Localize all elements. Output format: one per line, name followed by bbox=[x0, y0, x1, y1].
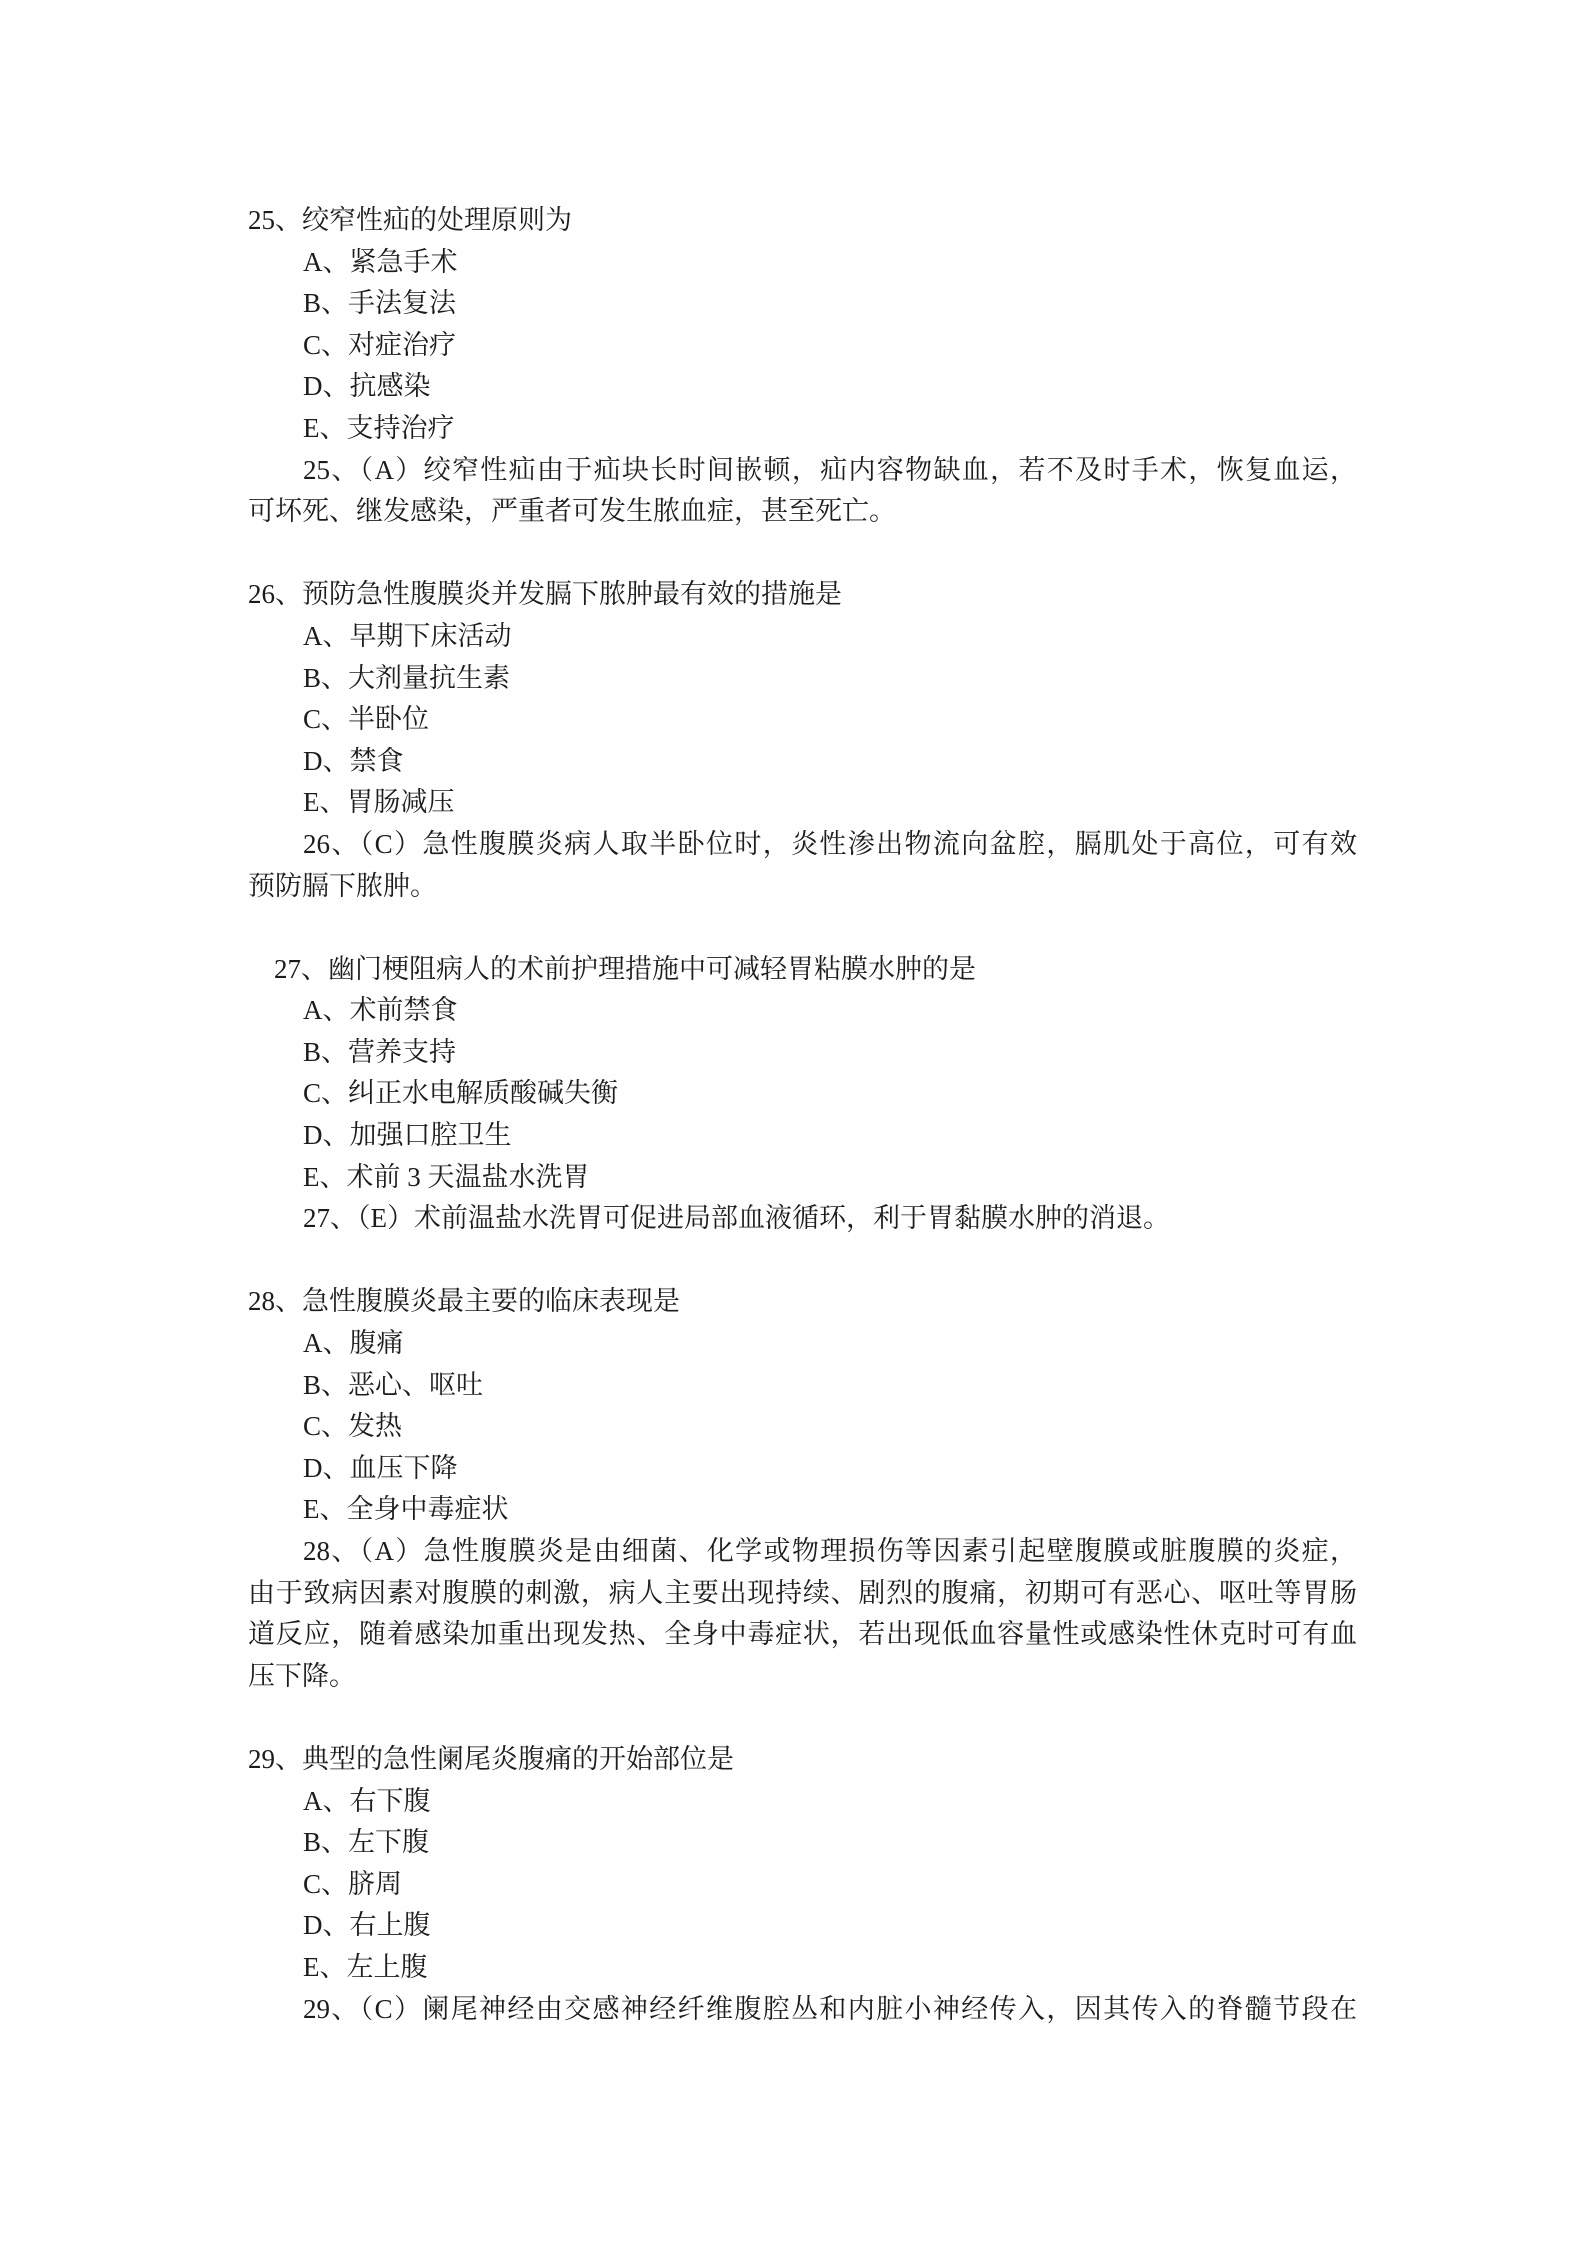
explanation-line: 由于致病因素对腹膜的刺激，病人主要出现持续、剧烈的腹痛，初期可有恶心、呕吐等胃肠 bbox=[248, 1577, 1357, 1608]
option-d: D、血压下降 bbox=[303, 1452, 458, 1483]
explanation-line: 28、（A）急性腹膜炎是由细菌、化学或物理损伤等因素引起壁腹膜或脏腹膜的炎症， bbox=[303, 1536, 1357, 1566]
option-b: B、手法复法 bbox=[303, 288, 457, 319]
option-b: B、恶心、呕吐 bbox=[303, 1369, 484, 1400]
explanation-line: 27、（E）术前温盐水洗胃可促进局部血液循环，利于胃黏膜水肿的消退。 bbox=[303, 1203, 1170, 1234]
option-c: C、发热 bbox=[303, 1411, 403, 1442]
option-b: B、左下腹 bbox=[303, 1827, 430, 1858]
explanation-line: 预防膈下脓肿。 bbox=[248, 870, 437, 901]
explanation-line: 26、（C）急性腹膜炎病人取半卧位时，炎性渗出物流向盆腔，膈肌处于高位，可有效 bbox=[303, 828, 1357, 859]
option-c: C、脐周 bbox=[303, 1868, 403, 1899]
option-b: B、大剂量抗生素 bbox=[303, 662, 511, 693]
question-28 bbox=[248, 1281, 1357, 1697]
explanation-line: 25、（A）绞窄性疝由于疝块长时间嵌顿，疝内容物缺血，若不及时手术，恢复血运， bbox=[303, 454, 1357, 485]
option-d: D、禁食 bbox=[303, 745, 404, 776]
question-list bbox=[248, 200, 1357, 2030]
option-e: E、全身中毒症状 bbox=[303, 1494, 509, 1525]
option-d: D、加强口腔卫生 bbox=[303, 1120, 512, 1151]
option-e: E、支持治疗 bbox=[303, 412, 455, 443]
option-c: C、半卧位 bbox=[303, 704, 430, 735]
explanation-line: 道反应，随着感染加重出现发热、全身中毒症状，若出现低血容量性或感染性休克时可有血 bbox=[248, 1619, 1357, 1650]
question-25 bbox=[248, 200, 1357, 533]
option-d: D、右上腹 bbox=[303, 1910, 431, 1941]
question-27 bbox=[248, 949, 1357, 1240]
question-26 bbox=[248, 574, 1357, 907]
option-c: C、对症治疗 bbox=[303, 329, 457, 360]
question-stem: 28、急性腹膜炎最主要的临床表现是 bbox=[248, 1286, 680, 1317]
option-a: A、术前禁食 bbox=[303, 995, 458, 1026]
option-c: C、纠正水电解质酸碱失衡 bbox=[303, 1078, 619, 1109]
option-d: D、抗感染 bbox=[303, 371, 431, 402]
option-a: A、右下腹 bbox=[303, 1785, 431, 1816]
option-e: E、左上腹 bbox=[303, 1951, 428, 1982]
option-a: A、紧急手术 bbox=[303, 246, 458, 277]
question-stem: 27、幽门梗阻病人的术前护理措施中可减轻胃粘膜水肿的是 bbox=[274, 953, 976, 984]
explanation-line: 压下降。 bbox=[248, 1660, 356, 1691]
option-b: B、营养支持 bbox=[303, 1036, 457, 1067]
option-e: E、胃肠减压 bbox=[303, 787, 455, 818]
explanation-line: 可坏死、继发感染，严重者可发生脓血症，甚至死亡。 bbox=[248, 496, 896, 527]
explanation-line: 29、（C）阑尾神经由交感神经纤维腹腔丛和内脏小神经传入，因其传入的脊髓节段在 bbox=[303, 1993, 1357, 2024]
question-stem: 25、绞窄性疝的处理原则为 bbox=[248, 205, 572, 235]
question-stem: 29、典型的急性阑尾炎腹痛的开始部位是 bbox=[248, 1743, 734, 1774]
option-e: E、术前 3 天温盐水洗胃 bbox=[303, 1161, 590, 1192]
question-29 bbox=[248, 1739, 1357, 2030]
option-a: A、腹痛 bbox=[303, 1328, 404, 1359]
question-stem: 26、预防急性腹膜炎并发膈下脓肿最有效的措施是 bbox=[248, 579, 842, 610]
option-a: A、早期下床活动 bbox=[303, 620, 512, 651]
